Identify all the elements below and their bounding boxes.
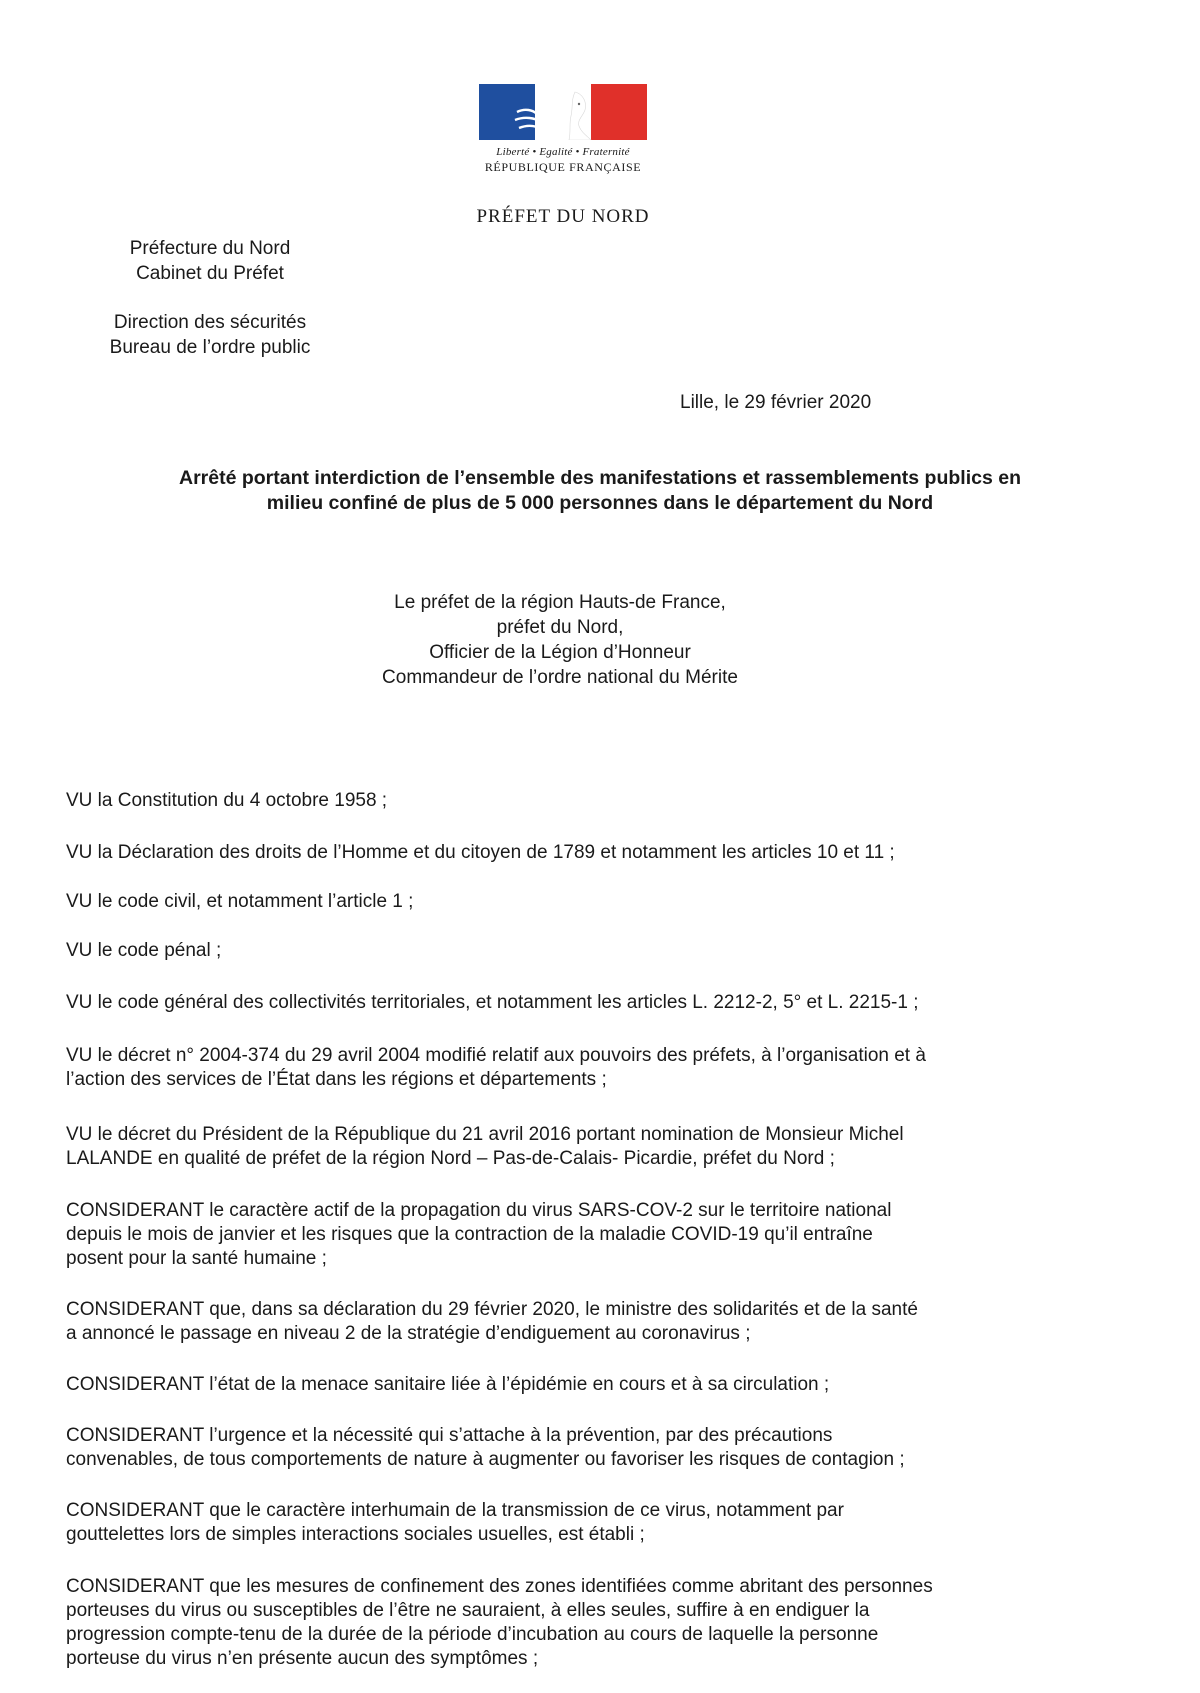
- paragraph-line: CONSIDERANT l’urgence et la nécessité qui s’attache à la prévention, par des précautions: [66, 1425, 833, 1446]
- republic-name: RÉPUBLIQUE FRANÇAISE: [484, 160, 642, 174]
- paragraph-line: progression compte-tenu de la durée de la période d’incubation au cours de laquelle la personne: [66, 1624, 879, 1645]
- authority-line: préfet du Nord,: [496, 617, 624, 638]
- paragraph-line: VU le code général des collectivités territoriales, et notamment les articles L. 2212-2, 5° et L. 2215-1 ;: [66, 992, 919, 1013]
- consideration-paragraph: [66, 841, 1066, 865]
- consideration-paragraph: [66, 789, 1066, 813]
- consideration-paragraph: [66, 1424, 1066, 1472]
- consideration-paragraph: [66, 1199, 1066, 1271]
- paragraph-line: CONSIDERANT que le caractère interhumain de la transmission de ce virus, notamment par: [66, 1500, 844, 1521]
- consideration-paragraph: [66, 1123, 1066, 1171]
- consideration-paragraph: [66, 1298, 1066, 1346]
- consideration-paragraph: [66, 1373, 1066, 1397]
- paragraph-line: posent pour la santé humaine ;: [66, 1248, 327, 1269]
- authority-line: Le préfet de la région Hauts-de France,: [394, 592, 726, 613]
- paragraph-line: VU le décret du Président de la République du 21 avril 2016 portant nomination de Monsieur Michel: [66, 1124, 904, 1145]
- service-line: Cabinet du Préfet: [136, 263, 284, 284]
- authority-line: Commandeur de l’ordre national du Mérite: [382, 667, 738, 688]
- service-direction: [80, 310, 340, 360]
- title-line: Arrêté portant interdiction de l’ensemble des manifestations et rassemblements publics en: [179, 467, 1021, 489]
- paragraph-line: VU la Déclaration des droits de l’Homme et du citoyen de 1789 et notamment les articles 10 et 11 ;: [66, 842, 895, 863]
- paragraph-line: l’action des services de l’État dans les régions et départements ;: [66, 1069, 607, 1090]
- paragraph-line: gouttelettes lors de simples interactions sociales usuelles, est établi ;: [66, 1524, 645, 1545]
- consideration-paragraph: [66, 890, 1066, 914]
- paragraph-line: VU le code civil, et notamment l’article 1 ;: [66, 891, 414, 912]
- service-line: Préfecture du Nord: [129, 238, 291, 259]
- service-line: Bureau de l’ordre public: [109, 337, 311, 358]
- paragraph-line: CONSIDERANT l’état de la menace sanitaire liée à l’épidémie en cours et à sa circulation ;: [66, 1374, 830, 1395]
- paragraph-line: CONSIDERANT que les mesures de confinement des zones identifiées comme abritant des personnes: [66, 1576, 933, 1597]
- consideration-paragraph: [66, 1044, 1066, 1092]
- paragraph-line: VU la Constitution du 4 octobre 1958 ;: [66, 790, 388, 811]
- consideration-paragraph: [66, 939, 1066, 963]
- paragraph-line: a annoncé le passage en niveau 2 de la stratégie d’endiguement au coronavirus ;: [66, 1323, 751, 1344]
- paragraph-line: CONSIDERANT le caractère actif de la propagation du virus SARS-COV-2 sur le territoire national: [66, 1200, 892, 1221]
- service-line: Direction des sécurités: [113, 312, 307, 333]
- paragraph-line: VU le décret n° 2004-374 du 29 avril 2004 modifié relatif aux pouvoirs des préfets, à l’organisation et à: [66, 1045, 926, 1066]
- consideration-paragraph: [66, 1499, 1066, 1547]
- republic-motto: Liberté • Egalité • Fraternité: [496, 146, 630, 158]
- marianne-flag-icon: [479, 84, 647, 140]
- consideration-paragraph: [66, 1575, 1066, 1671]
- document-date: Lille, le 29 février 2020: [680, 392, 872, 413]
- paragraph-line: depuis le mois de janvier et les risques que la contraction de la maladie COVID-19 qu’il entraîne: [66, 1224, 873, 1245]
- paragraph-line: CONSIDERANT que, dans sa déclaration du 29 février 2020, le ministre des solidarités et de la santé: [66, 1299, 918, 1320]
- paragraph-line: LALANDE en qualité de préfet de la région Nord – Pas-de-Calais- Picardie, préfet du Nord ;: [66, 1148, 835, 1169]
- paragraph-line: VU le code pénal ;: [66, 940, 222, 961]
- document-title: [60, 466, 1140, 516]
- authority-line: Officier de la Légion d’Honneur: [429, 642, 691, 663]
- paragraph-line: porteuses du virus ou susceptibles de l’être ne sauraient, à elles seules, suffire à en endiguer la: [66, 1600, 870, 1621]
- issuing-authority: [330, 590, 790, 690]
- prefet-heading: PRÉFET DU NORD: [476, 206, 650, 227]
- service-prefecture: [100, 236, 320, 286]
- paragraph-line: convenables, de tous comportements de nature à augmenter ou favoriser les risques de contagion ;: [66, 1449, 905, 1470]
- paragraph-line: porteuse du virus n’en présente aucun des symptômes ;: [66, 1648, 539, 1669]
- consideration-paragraph: [66, 991, 1066, 1015]
- title-line: milieu confiné de plus de 5 000 personnes dans le département du Nord: [266, 492, 934, 514]
- marianne-logo: [478, 84, 648, 175]
